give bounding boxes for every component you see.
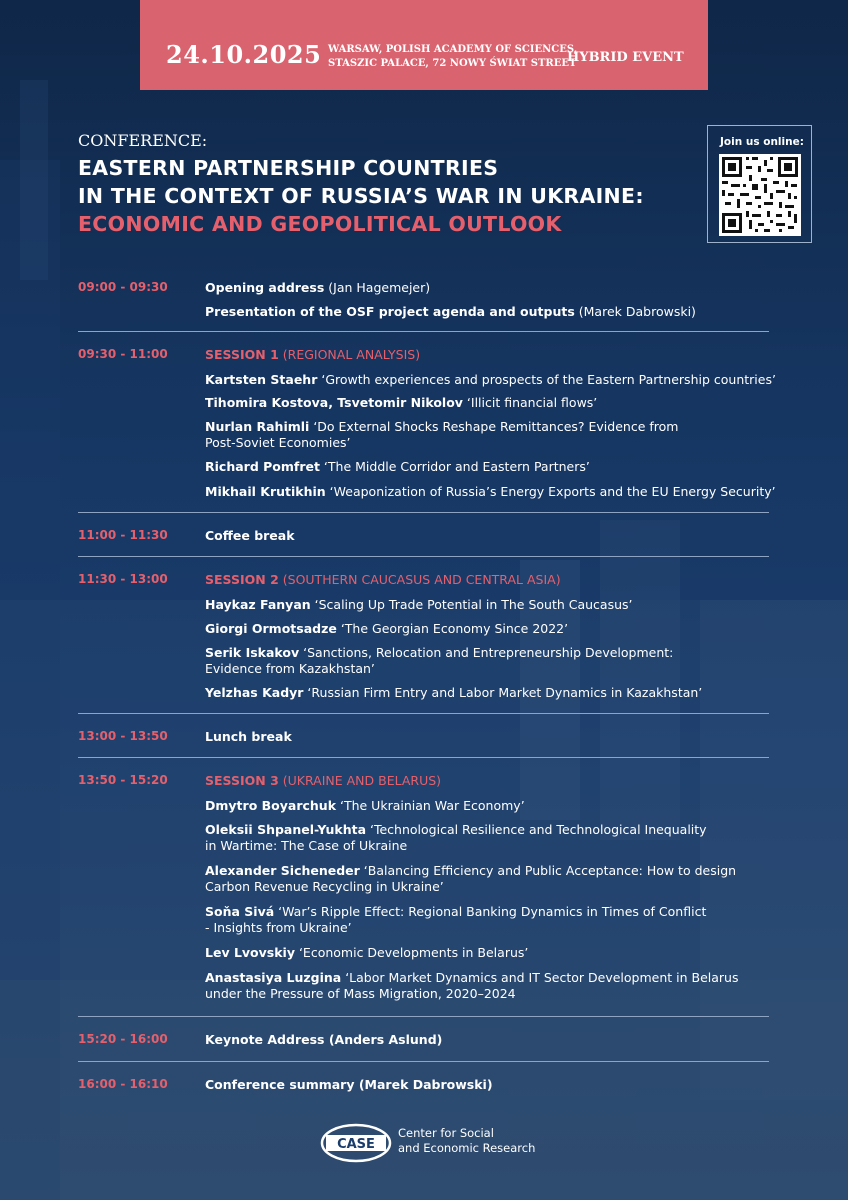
divider <box>78 331 769 332</box>
item-speaker: (Marek Dabrowski) <box>574 304 696 319</box>
agenda-item <box>205 280 785 296</box>
time-slot: 13:50 - 15:20 <box>78 773 168 787</box>
case-logo <box>320 1123 392 1163</box>
talk-item: Kartsten Staehr ‘Growth experiences and prospects of the Eastern Partnership countries’ <box>205 372 776 387</box>
event-banner <box>140 0 708 90</box>
talk-item: Haykaz Fanyan ‘Scaling Up Trade Potential in The South Caucasus’ <box>205 597 633 612</box>
agenda-item <box>205 304 785 320</box>
time-slot: 13:00 - 13:50 <box>78 729 168 743</box>
organization-name <box>398 1126 535 1156</box>
title-line-2: IN THE CONTEXT OF RUSSIA’S WAR IN UKRAINE: <box>78 184 644 208</box>
divider <box>78 757 769 758</box>
talk-item: Alexander Sicheneder ‘Balancing Efficiency and Public Acceptance: How to design Carbon Revenue Recycling in Ukraine’ <box>205 863 737 894</box>
summary-item: Conference summary (Marek Dabrowski) <box>205 1077 493 1092</box>
time-slot: 09:00 - 09:30 <box>78 280 168 294</box>
org-line-1: Center for Social <box>398 1126 494 1140</box>
talk-item: Serik Iskakov ‘Sanctions, Relocation and Entrepreneurship Development: Evidence from Kazakhstan’ <box>205 645 674 676</box>
talk-item: Anastasiya Luzgina ‘Labor Market Dynamics and IT Sector Development in Belarus under the Pressure of Mass Migration, 2020–2024 <box>205 970 739 1001</box>
item-speaker: (Jan Hagemejer) <box>324 280 431 295</box>
divider <box>78 1016 769 1017</box>
time-slot: 11:00 - 11:30 <box>78 528 168 542</box>
time-slot: 09:30 - 11:00 <box>78 347 168 361</box>
time-slot: 11:30 - 13:00 <box>78 572 168 586</box>
divider <box>78 713 769 714</box>
conference-label: CONFERENCE: <box>78 131 208 150</box>
venue-line-1: WARSAW, POLISH ACADEMY OF SCIENCES, <box>328 44 578 55</box>
divider <box>78 512 769 513</box>
org-line-2: and Economic Research <box>398 1141 536 1155</box>
join-online-box[interactable] <box>707 125 812 243</box>
talk-item: Mikhail Krutikhin ‘Weaponization of Russia’s Energy Exports and the EU Energy Security’ <box>205 484 776 499</box>
session-heading: SESSION 2 (SOUTHERN CAUCASUS AND CENTRAL ASIA) <box>205 572 561 587</box>
talk-item: Yelzhas Kadyr ‘Russian Firm Entry and Labor Market Dynamics in Kazakhstan’ <box>205 685 703 700</box>
session-heading: SESSION 1 (REGIONAL ANALYSIS) <box>205 347 421 362</box>
venue-line-2: STASZIC PALACE, 72 NOWY ŚWIAT STREET <box>328 58 577 69</box>
talk-item: Nurlan Rahimli ‘Do External Shocks Reshape Remittances? Evidence from Post-Soviet Economies’ <box>205 419 679 450</box>
session-heading: SESSION 3 (UKRAINE AND BELARUS) <box>205 773 442 788</box>
join-online-label: Join us online: <box>720 136 804 148</box>
talk-item: Lev Lvovskiy ‘Economic Developments in Belarus’ <box>205 945 529 960</box>
talk-item: Soňa Sivá ‘War’s Ripple Effect: Regional Banking Dynamics in Times of Conflict - Insights from Ukraine’ <box>205 904 707 935</box>
keynote-item: Keynote Address (Anders Aslund) <box>205 1032 443 1047</box>
event-venue <box>328 43 577 71</box>
qr-code-icon[interactable] <box>719 154 801 236</box>
event-date: 24.10.2025 <box>166 40 322 69</box>
talk-item: Tihomira Kostova, Tsvetomir Nikolov ‘Illicit financial flows’ <box>205 395 598 410</box>
divider <box>78 1061 769 1062</box>
item-title: Presentation of the OSF project agenda and outputs <box>205 304 575 319</box>
event-type: HYBRID EVENT <box>567 50 684 65</box>
divider <box>78 556 769 557</box>
item-title: Opening address <box>205 280 325 295</box>
title-line-3: ECONOMIC AND GEOPOLITICAL OUTLOOK <box>78 212 562 236</box>
talk-item: Oleksii Shpanel-Yukhta ‘Technological Resilience and Technological Inequality in Wartime: The Case of Ukraine <box>205 822 707 853</box>
talk-item: Giorgi Ormotsadze ‘The Georgian Economy Since 2022’ <box>205 621 569 636</box>
talk-item: Dmytro Boyarchuk ‘The Ukrainian War Economy’ <box>205 798 525 813</box>
case-logo-text: CASE <box>337 1137 375 1152</box>
title-line-1: EASTERN PARTNERSHIP COUNTRIES <box>78 156 499 180</box>
time-slot: 15:20 - 16:00 <box>78 1032 168 1046</box>
time-slot: 16:00 - 16:10 <box>78 1077 168 1091</box>
break-item: Lunch break <box>205 729 292 744</box>
break-item: Coffee break <box>205 528 295 543</box>
talk-item: Richard Pomfret ‘The Middle Corridor and Eastern Partners’ <box>205 459 590 474</box>
